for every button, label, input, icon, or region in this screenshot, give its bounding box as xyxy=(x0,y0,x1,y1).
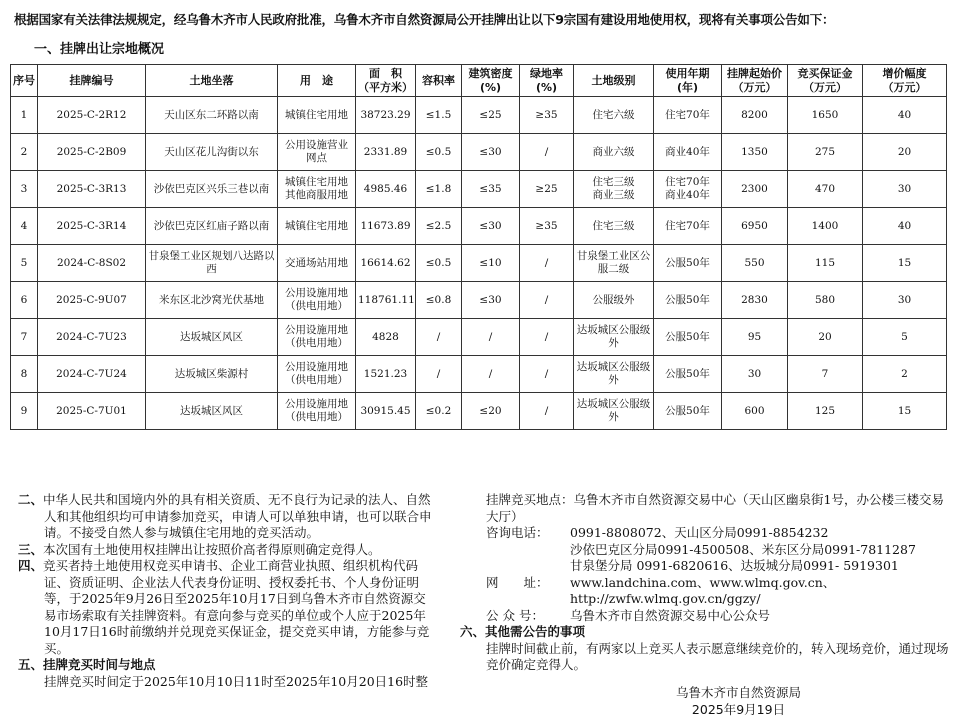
cell-far: ≤1.8 xyxy=(416,171,462,208)
col-header: 序号 xyxy=(11,65,38,97)
parcel-table xyxy=(10,64,947,430)
cell-far: ≤2.5 xyxy=(416,208,462,245)
cell-term: 住宅70年 xyxy=(654,208,722,245)
cell-green: / xyxy=(520,356,574,393)
cell-level: 达坂城区公服级外 xyxy=(574,393,654,430)
cell-green: ≥35 xyxy=(520,97,574,134)
cell-no: 1 xyxy=(11,97,38,134)
cell-area: 11673.89 xyxy=(356,208,416,245)
cell-start-price: 2300 xyxy=(722,171,788,208)
cell-area: 30915.45 xyxy=(356,393,416,430)
table-body xyxy=(11,97,947,430)
cell-density: ≤20 xyxy=(462,393,520,430)
website-label: 网 址： xyxy=(486,574,549,590)
cell-area: 38723.29 xyxy=(356,97,416,134)
cell-far: / xyxy=(416,356,462,393)
col-header: 土地级别 xyxy=(574,65,654,97)
section-5-place: 挂牌竞买地点：乌鲁木齐市自然资源交易中心（天山区幽泉街1号，办公楼三楼交易大厅） xyxy=(486,492,944,524)
cell-no: 4 xyxy=(11,208,38,245)
cell-far: ≤0.8 xyxy=(416,282,462,319)
cell-green: / xyxy=(520,134,574,171)
cell-start-price: 600 xyxy=(722,393,788,430)
cell-location: 米东区北沙窝光伏基地 xyxy=(146,282,278,319)
cell-level: 住宅三级 xyxy=(574,208,654,245)
table-header-row xyxy=(11,65,947,97)
cell-far: ≤1.5 xyxy=(416,97,462,134)
cell-green: ≥25 xyxy=(520,171,574,208)
table-row xyxy=(11,97,947,134)
cell-location: 沙依巴克区红庙子路以南 xyxy=(146,208,278,245)
section-2: 二、中华人民共和国境内外的具有相关资质、无不良行为记录的法人、自然人和其他组织均可申请参加竞买，申请人可以单独申请，也可以联合申请。不接受自然人参与城镇住宅用地的竞买活动。 xyxy=(18,492,432,540)
section-6-title: 六、其他需公告的事项 xyxy=(460,624,586,639)
cell-term: 商业40年 xyxy=(654,134,722,171)
right-column xyxy=(460,492,950,674)
cell-no: 8 xyxy=(11,356,38,393)
cell-location: 天山区东二环路以南 xyxy=(146,97,278,134)
cell-density: ≤25 xyxy=(462,97,520,134)
cell-area: 16614.62 xyxy=(356,245,416,282)
phone-label: 咨询电话： xyxy=(486,525,549,540)
col-header: 竞买保证金 （万元） xyxy=(788,65,863,97)
table-row xyxy=(11,282,947,319)
cell-term: 住宅70年 xyxy=(654,97,722,134)
cell-deposit: 275 xyxy=(788,134,863,171)
cell-no: 6 xyxy=(11,282,38,319)
cell-code: 2025-C-9U07 xyxy=(38,282,146,319)
cell-level: 甘泉堡工业区公服二级 xyxy=(574,245,654,282)
cell-term: 公服50年 xyxy=(654,319,722,356)
col-header: 挂牌编号 xyxy=(38,65,146,97)
cell-location: 沙依巴克区兴乐三巷以南 xyxy=(146,171,278,208)
cell-start-price: 6950 xyxy=(722,208,788,245)
cell-increment: 2 xyxy=(863,356,947,393)
cell-location: 甘泉堡工业区规划八达路以西 xyxy=(146,245,278,282)
section-3: 三、本次国有土地使用权挂牌出让按照价高者得原则确定竞得人。 xyxy=(18,541,381,557)
cell-green: / xyxy=(520,245,574,282)
cell-level: 达坂城区公服级外 xyxy=(574,319,654,356)
col-header: 用 途 xyxy=(278,65,356,97)
cell-code: 2025-C-7U01 xyxy=(38,393,146,430)
cell-density: ≤30 xyxy=(462,134,520,171)
col-header: 挂牌起始价 （万元） xyxy=(722,65,788,97)
cell-far: ≤0.5 xyxy=(416,134,462,171)
cell-level: 住宅六级 xyxy=(574,97,654,134)
col-header: 增价幅度 （万元） xyxy=(863,65,947,97)
cell-use: 城镇住宅用地 xyxy=(278,208,356,245)
wechat-block xyxy=(460,608,950,625)
cell-start-price: 2830 xyxy=(722,282,788,319)
cell-increment: 30 xyxy=(863,171,947,208)
wechat-value: 乌鲁木齐市自然资源交易中心公众号 xyxy=(570,607,771,623)
table-row xyxy=(11,134,947,171)
cell-area: 4828 xyxy=(356,319,416,356)
table-row xyxy=(11,393,947,430)
col-header: 土地坐落 xyxy=(146,65,278,97)
section1-title: 一、挂牌出让宗地概况 xyxy=(34,42,165,57)
cell-increment: 20 xyxy=(863,134,947,171)
cell-use: 公用设施用地 （供电用地） xyxy=(278,282,356,319)
cell-term: 公服50年 xyxy=(654,393,722,430)
cell-density: / xyxy=(462,319,520,356)
cell-use: 公用设施用地 （供电用地） xyxy=(278,393,356,430)
cell-increment: 5 xyxy=(863,319,947,356)
cell-deposit: 115 xyxy=(788,245,863,282)
cell-use: 交通场站用地 xyxy=(278,245,356,282)
cell-increment: 40 xyxy=(863,97,947,134)
cell-no: 5 xyxy=(11,245,38,282)
cell-far: ≤0.5 xyxy=(416,245,462,282)
cell-green: / xyxy=(520,282,574,319)
cell-deposit: 125 xyxy=(788,393,863,430)
cell-area: 2331.89 xyxy=(356,134,416,171)
cell-no: 9 xyxy=(11,393,38,430)
cell-code: 2024-C-7U24 xyxy=(38,356,146,393)
cell-location: 达坂城区风区 xyxy=(146,319,278,356)
cell-density: / xyxy=(462,356,520,393)
cell-code: 2025-C-2B09 xyxy=(38,134,146,171)
cell-term: 公服50年 xyxy=(654,356,722,393)
cell-start-price: 95 xyxy=(722,319,788,356)
cell-no: 2 xyxy=(11,134,38,171)
cell-use: 公用设施营业网点 xyxy=(278,134,356,171)
cell-use: 城镇住宅用地 xyxy=(278,97,356,134)
table-row xyxy=(11,245,947,282)
cell-level: 达坂城区公服级外 xyxy=(574,356,654,393)
cell-start-price: 1350 xyxy=(722,134,788,171)
cell-density: ≤30 xyxy=(462,208,520,245)
section-6-text: 挂牌时间截止前，有两家以上竞买人表示愿意继续竞价的，转入现场竞价，通过现场竞价确定竞得人。 xyxy=(486,640,949,672)
cell-density: ≤35 xyxy=(462,171,520,208)
cell-no: 7 xyxy=(11,319,38,356)
phone-line: 0991-8808072、天山区分局0991-8854232 xyxy=(570,525,829,540)
cell-use: 公用设施用地 （供电用地） xyxy=(278,319,356,356)
col-header: 面 积 （平方米） xyxy=(356,65,416,97)
cell-deposit: 1650 xyxy=(788,97,863,134)
cell-green: / xyxy=(520,393,574,430)
cell-deposit: 470 xyxy=(788,171,863,208)
col-header: 绿地率 (%) xyxy=(520,65,574,97)
section-4: 四、竞买者持土地使用权竞买申请书、企业工商营业执照、组织机构代码证、资质证明、企业法人代表身份证明、授权委托书、个人身份证明等，于2025年9月26日至2025年10月17日到乌鲁木齐市自然资源交易市场索取有关挂牌资料。有意向参与竞买的单位或个人应于2025年10月17日16时前缴纳并兑现竞买保证金，提交竞买申请，方能参与竞买。 xyxy=(18,558,430,656)
signature-org: 乌鲁木齐市自然资源局 xyxy=(676,685,802,700)
cell-increment: 15 xyxy=(863,393,947,430)
table-row xyxy=(11,319,947,356)
cell-density: ≤10 xyxy=(462,245,520,282)
wechat-label: 公 众 号： xyxy=(486,607,544,623)
cell-level: 商业六级 xyxy=(574,134,654,171)
cell-location: 达坂城区柴源村 xyxy=(146,356,278,393)
cell-level: 公服级外 xyxy=(574,282,654,319)
section-5-title: 五、挂牌竞买时间与地点 xyxy=(18,657,156,672)
cell-far: ≤0.2 xyxy=(416,393,462,430)
cell-density: ≤30 xyxy=(462,282,520,319)
cell-use: 公用设施用地 （供电用地） xyxy=(278,356,356,393)
cell-term: 住宅70年 商业40年 xyxy=(654,171,722,208)
website-link[interactable]: www.landchina.com、www.wlmq.gov.cn、 xyxy=(570,574,836,590)
cell-code: 2024-C-7U23 xyxy=(38,319,146,356)
phone-line: 甘泉堡分局 0991-6820616、达坂城分局0991- 5919301 xyxy=(570,558,899,573)
cell-start-price: 30 xyxy=(722,356,788,393)
cell-no: 3 xyxy=(11,171,38,208)
cell-term: 公服50年 xyxy=(654,282,722,319)
signature-date: 2025年9月19日 xyxy=(691,702,786,717)
cell-deposit: 580 xyxy=(788,282,863,319)
cell-deposit: 7 xyxy=(788,356,863,393)
cell-area: 4985.46 xyxy=(356,171,416,208)
announcement-intro: 根据国家有关法律法规规定，经乌鲁木齐市人民政府批准，乌鲁木齐市自然资源局公开挂牌出让以下9宗国有建设用地使用权，现将有关事项公告如下： xyxy=(14,12,835,27)
cell-increment: 40 xyxy=(863,208,947,245)
col-header: 建筑密度 (%) xyxy=(462,65,520,97)
cell-start-price: 550 xyxy=(722,245,788,282)
cell-code: 2025-C-2R12 xyxy=(38,97,146,134)
col-header: 使用年期(年) xyxy=(654,65,722,97)
cell-deposit: 20 xyxy=(788,319,863,356)
cell-location: 达坂城区风区 xyxy=(146,393,278,430)
cell-start-price: 8200 xyxy=(722,97,788,134)
cell-level: 住宅三级 商业三级 xyxy=(574,171,654,208)
cell-increment: 15 xyxy=(863,245,947,282)
cell-code: 2025-C-3R14 xyxy=(38,208,146,245)
cell-green: ≥35 xyxy=(520,208,574,245)
table-row xyxy=(11,171,947,208)
cell-area: 118761.11 xyxy=(356,282,416,319)
cell-term: 公服50年 xyxy=(654,245,722,282)
cell-location: 天山区花儿沟街以东 xyxy=(146,134,278,171)
table-row xyxy=(11,356,947,393)
cell-area: 1521.23 xyxy=(356,356,416,393)
website-link[interactable]: http://zwfw.wlmq.gov.cn/ggzy/ xyxy=(570,591,761,606)
cell-increment: 30 xyxy=(863,282,947,319)
table-row xyxy=(11,208,947,245)
section-5-time: 挂牌竞买时间定于2025年10月10日11时至2025年10月20日16时整 xyxy=(44,673,429,689)
website-block xyxy=(460,575,950,608)
left-column xyxy=(18,492,438,690)
cell-green: / xyxy=(520,319,574,356)
cell-code: 2025-C-3R13 xyxy=(38,171,146,208)
phone-block xyxy=(460,525,950,575)
cell-far: / xyxy=(416,319,462,356)
cell-code: 2024-C-8S02 xyxy=(38,245,146,282)
phone-line: 沙依巴克区分局0991-4500508、米东区分局0991-7811287 xyxy=(570,541,916,557)
cell-use: 城镇住宅用地 其他商服用地 xyxy=(278,171,356,208)
cell-deposit: 1400 xyxy=(788,208,863,245)
col-header: 容积率 xyxy=(416,65,462,97)
signature-block xyxy=(676,684,801,718)
